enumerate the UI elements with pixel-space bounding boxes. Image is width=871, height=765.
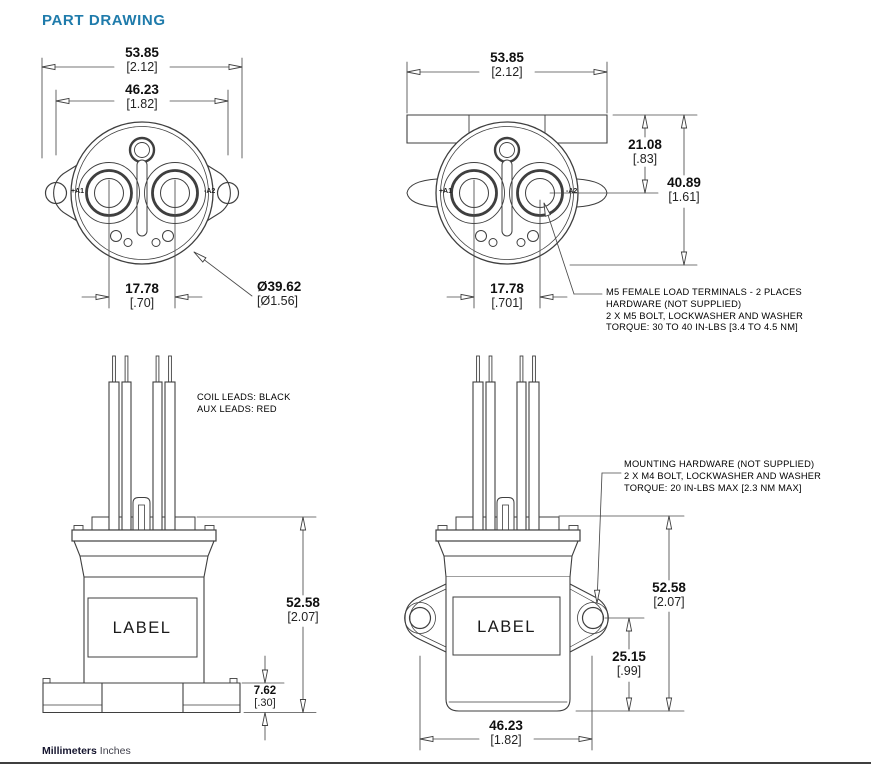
dim-front-diameter [255,280,303,308]
note-mounting-line1: MOUNTING HARDWARE (NOT SUPPLIED) [624,459,815,469]
dim-front-diameter-in: [Ø1.56] [257,294,298,308]
dim-front-width-in: [2.12] [126,60,158,74]
dim-flange-thickness-in: [.30] [254,696,276,709]
dim-flange-thickness-mm: 7.62 [253,684,277,697]
dim-front-hole-span-in: [1.82] [126,97,158,111]
dim-ear-hole-span-in: [1.82] [490,733,522,747]
units-secondary: Inches [99,745,131,757]
dim-bracket-offset-mm: 21.08 [628,137,662,152]
dim-hole-to-bottom-in: [.99] [616,664,642,678]
dim-bracket-width [488,51,526,79]
dim-front-width [123,46,161,74]
dim-ear-height-mm: 52.58 [652,580,686,595]
dim-side-height-in: [2.07] [287,610,319,624]
terminal-label-a1-bracket: +A1 [438,188,452,195]
dim-ear-height-in: [2.07] [653,595,685,609]
dim-bracket-terminal-span-in: [.701] [491,296,523,310]
page-title: PART DRAWING [42,12,166,29]
note-load-terminals-line2: HARDWARE (NOT SUPPLIED) [606,298,742,309]
note-load-terminals-line1: M5 FEMALE LOAD TERMINALS - 2 PLACES [606,287,802,297]
dim-front-hole-span-mm: 46.23 [125,82,159,97]
note-load-terminals-line3: 2 X M5 BOLT, LOCKWASHER AND WASHER [606,310,804,321]
dim-bracket-offset-in: [.83] [632,152,658,166]
dim-bracket-depth-mm: 40.89 [667,175,701,190]
dim-side-height [284,596,322,624]
dim-front-terminal-span-mm: 17.78 [125,281,159,296]
dim-front-terminal-span-in: [.70] [129,296,155,310]
dim-front-terminal-span [123,282,161,310]
dim-bracket-depth-in: [1.61] [668,190,700,204]
dim-ear-height [650,581,688,609]
note-coil-leads [197,392,290,416]
dim-side-height-mm: 52.58 [286,595,320,610]
dim-bracket-terminal-span [488,282,526,310]
dim-bracket-offset [626,138,664,166]
dim-bracket-width-mm: 53.85 [490,50,524,65]
ear-view [405,356,685,750]
dim-bracket-terminal-span-mm: 17.78 [490,281,524,296]
bottom-divider [0,762,871,764]
dim-bracket-width-in: [2.12] [491,65,523,79]
bracket-view [407,62,697,308]
units-legend [42,745,131,757]
dim-front-diameter-mm: Ø39.62 [257,279,302,294]
dim-hole-to-bottom-mm: 25.15 [612,649,646,664]
note-load-terminals [606,287,803,334]
note-mounting-hardware [624,459,821,494]
dim-bracket-depth [665,176,703,204]
dim-hole-to-bottom [610,650,648,678]
terminal-label-a1: +A1 [70,188,84,195]
dim-flange-thickness [252,685,278,709]
product-label-ear-view: LABEL [477,618,536,636]
note-mounting-line2: 2 X M4 BOLT, LOCKWASHER AND WASHER [624,470,822,481]
note-coil-leads-line2: AUX LEADS: RED [197,403,277,414]
terminal-label-a2: -A2 [204,188,216,195]
note-mounting-line3: TORQUE: 20 IN-LBS MAX [2.3 NM MAX] [624,482,802,493]
dim-front-hole-span [123,83,161,111]
dim-front-width-mm: 53.85 [125,45,159,60]
dim-ear-hole-span-mm: 46.23 [489,718,523,733]
note-load-terminals-line4: TORQUE: 30 TO 40 IN-LBS [3.4 TO 4.5 NM] [606,322,798,333]
note-coil-leads-line1: COIL LEADS: BLACK [197,392,291,402]
units-primary: Millimeters [42,745,97,757]
product-label: LABEL [112,619,172,637]
dim-ear-hole-span [487,719,525,747]
terminal-label-a2-bracket: -A2 [566,188,578,195]
